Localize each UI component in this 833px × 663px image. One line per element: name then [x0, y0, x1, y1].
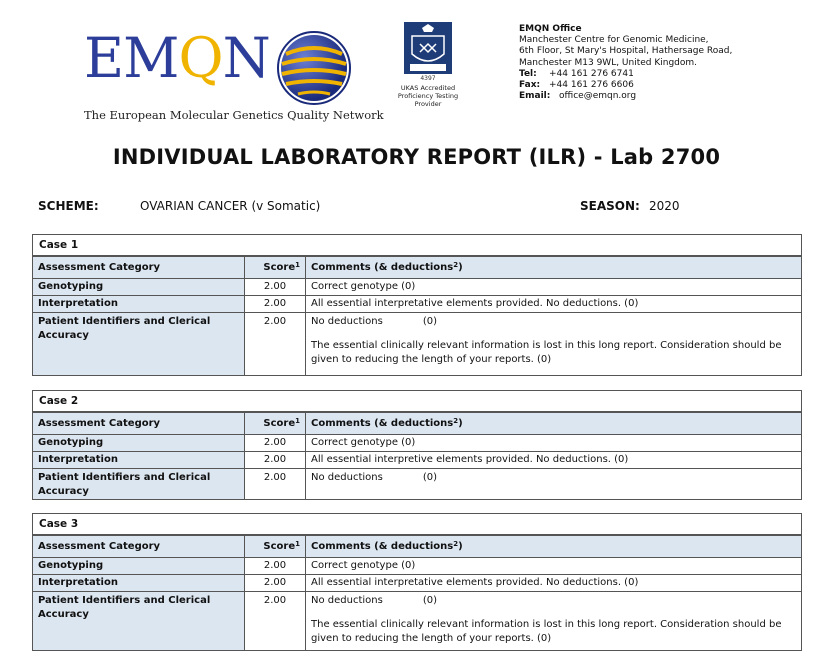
table-row: Interpretation 2.00 All essential interpretative elements provided. No deductions. (0) — [33, 575, 801, 592]
logo-subtitle: The European Molecular Genetics Quality Network — [84, 108, 384, 122]
table-row: Patient Identifiers and Clerical Accuracy 2.00 No deductions (0) The essential clinically relevant information is lost in this long report. Consideration should be given to reducing the length of your reports. (0) — [33, 313, 801, 376]
report-title: INDIVIDUAL LABORATORY REPORT (ILR) - Lab 2700 — [112, 145, 721, 169]
table-header-row — [33, 413, 801, 435]
case-title: Case 2 — [33, 391, 801, 412]
season-value: 2020 — [649, 199, 680, 213]
table-row: Interpretation 2.00 All essential interpretative elements provided. No deductions. (0) — [33, 296, 801, 313]
ukas-number: 4397 — [420, 75, 436, 82]
table-row: Genotyping 2.00 Correct genotype (0) — [33, 435, 801, 452]
scheme-label: SCHEME: — [38, 199, 99, 213]
office-address-block — [519, 24, 732, 102]
office-address-line: Manchester M13 9WL, United Kingdom. — [519, 57, 698, 68]
table-header-row — [33, 536, 801, 558]
office-address-line: 6th Floor, St Mary's Hospital, Hathersage Road, — [519, 46, 733, 57]
header-score: Score$^1$ — [245, 257, 306, 279]
table-row: Interpretation 2.00 All essential interpretive elements provided. No deductions. (0) — [33, 452, 801, 469]
case-1-table — [32, 234, 802, 376]
table-row: Patient Identifiers and Clerical Accuracy 2.00 No deductions (0) — [33, 469, 801, 500]
emqn-logo — [84, 24, 384, 124]
office-title: EMQN Office — [519, 24, 582, 34]
scheme-value: OVARIAN CANCER (v Somatic) — [140, 199, 321, 213]
ukas-accreditation — [393, 22, 463, 122]
case-3-table — [32, 513, 802, 651]
globe-icon — [274, 28, 354, 108]
logo-wordmark: EMQN — [84, 26, 270, 90]
table-row: Genotyping 2.00 Correct genotype (0) — [33, 279, 801, 296]
season-label: SEASON: — [580, 199, 640, 213]
scheme-row — [38, 199, 798, 217]
table-header-row — [33, 257, 801, 279]
case-title: Case 1 — [33, 235, 801, 256]
case-title: Case 3 — [33, 514, 801, 535]
header-score: Score$^1$ — [245, 413, 306, 435]
header-score: Score$^1$ — [245, 536, 306, 558]
header-comments: Comments (& deductions$^2$) — [306, 536, 802, 558]
header-category: Assessment Category — [33, 413, 245, 435]
ukas-caption: UKAS Accredited Proficiency Testing Provider — [397, 84, 459, 108]
office-address-line: Manchester Centre for Genomic Medicine, — [519, 35, 709, 46]
header-comments: Comments (& deductions$^2$) — [306, 257, 802, 279]
office-fax: Fax: +44 161 276 6606 — [519, 80, 634, 91]
header-comments: Comments (& deductions$^2$) — [306, 413, 802, 435]
table-row: Genotyping 2.00 Correct genotype (0) — [33, 558, 801, 575]
office-tel: Tel: +44 161 276 6741 — [519, 68, 634, 79]
table-row: Patient Identifiers and Clerical Accuracy 2.00 No deductions (0) The essential clinically relevant information is lost in this long report. Consideration should be given to reducing the length of your reports. (0) — [33, 592, 801, 651]
case-2-table — [32, 390, 802, 500]
header-category: Assessment Category — [33, 257, 245, 279]
ukas-badge-icon — [404, 22, 452, 74]
header-category: Assessment Category — [33, 536, 245, 558]
office-email: Email: office@emqn.org — [519, 91, 637, 102]
page-header — [0, 0, 833, 130]
